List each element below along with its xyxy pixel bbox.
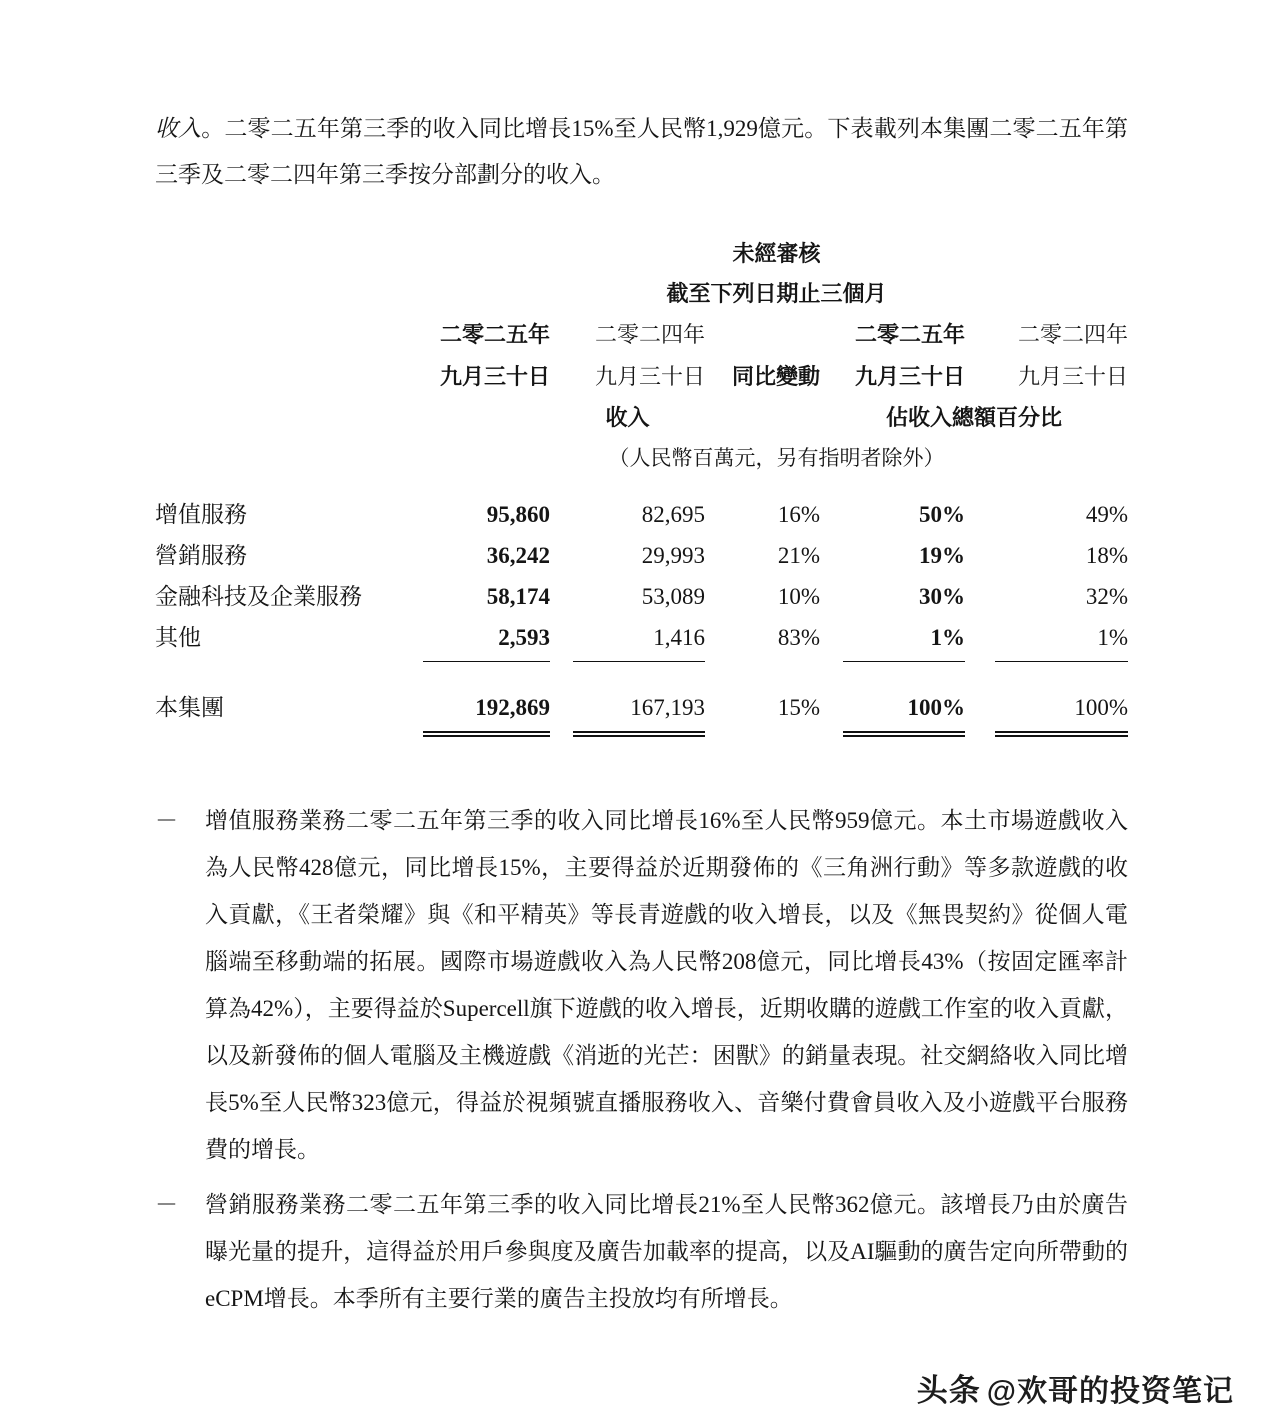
unit-note-row [155,438,1128,478]
cell-pct-2025-total: 100% [843,691,965,737]
cell-yoy: 10% [777,584,820,609]
bullet-list [155,797,1128,1322]
unaudited-label: 未經審核 [732,241,821,266]
watermark-handle: @欢哥的投资笔记 [986,1375,1234,1408]
cell-rev-2025: 36,242 [486,543,550,568]
bullet-text-vas: 增值服務業務二零二五年第三季的收入同比增長16%至人民幣959億元。本土市場遊戲收入為人民幣428億元，同比增長15%，主要得益於近期發佈的《三角洲行動》等多款遊戲的收入貢獻，《王者榮耀》與《和平精英》等長青遊戲的收入增長，以及《無畏契約》從個人電腦端至移動端的拓展。國際市場遊戲收入為人民幣208億元，同比增長43%（按固定匯率計算為42%），主要得益於Supercell旗下遊戲的收入增長，近期收購的遊戲工作室的收入貢獻，以及新發佈的個人電腦及主機遊戲《消逝的光芒：困獸》的銷量表現。社交網絡收入同比增長5%至人民幣323億元，得益於視頻號直播服務收入、音樂付費會員收入及小遊戲平台服務費的增長。 [205,808,1128,1162]
cell-rev-2025: 2,593 [423,623,550,662]
cell-rev-2025-total: 192,869 [423,691,550,737]
bullet-dash: － [155,808,178,833]
col-rev-2024-year: 二零二四年 [594,322,705,347]
watermark-brand: 头条 [916,1373,981,1408]
segment-revenue-table [155,234,1128,739]
col-pct-2024-date: 九月三十日 [1017,364,1128,389]
cell-yoy: 21% [777,543,820,568]
cell-pct-2024: 49% [1085,502,1128,527]
cell-rev-2025: 95,860 [486,502,550,527]
cell-rev-2024: 82,695 [641,502,705,527]
bullet-dash: － [155,1192,178,1217]
table-row-total [155,691,1128,739]
table-header-period-row [155,274,1128,314]
table-row-others [155,623,1128,669]
table-header-unaudited-row [155,234,1128,274]
column-header-date-row [155,356,1128,398]
col-pct-2025-year: 二零二五年 [854,322,965,347]
row-label: 其他 [155,625,201,650]
cell-pct-2025: 30% [919,584,965,609]
unit-note: （人民幣百萬元，另有指明者除外） [608,446,945,470]
table-row-marketing [155,535,1128,576]
group-revenue-label: 收入 [605,405,650,430]
cell-pct-2024: 32% [1085,584,1128,609]
row-label: 金融科技及企業服務 [155,584,362,609]
cell-rev-2025: 58,174 [486,584,550,609]
cell-rev-2024: 53,089 [641,584,705,609]
row-label: 增值服務 [155,502,247,527]
cell-yoy: 83% [777,625,820,650]
table-row-fintech [155,576,1128,617]
col-yoy-label: 同比變動 [731,364,820,389]
col-rev-2024-date: 九月三十日 [594,364,705,389]
col-rev-2025-date: 九月三十日 [439,364,550,389]
cell-pct-2025: 50% [919,502,965,527]
group-pct-label: 佔收入總額百分比 [885,405,1062,430]
intro-body: 。二零二五年第三季的收入同比增長15%至人民幣1,929億元。下表載列本集團二零二五年第三季及二零二四年第三季按分部劃分的收入。 [155,116,1128,187]
row-label: 營銷服務 [155,543,247,568]
period-label: 截至下列日期止三個月 [666,281,887,306]
cell-pct-2024: 18% [1085,543,1128,568]
cell-rev-2024: 29,993 [641,543,705,568]
bullet-item-marketing [155,1181,1128,1322]
table-row-vas [155,494,1128,535]
cell-pct-2025: 1% [843,623,965,662]
intro-paragraph [155,106,1128,198]
cell-rev-2024-total: 167,193 [573,691,705,737]
cell-pct-2025: 19% [919,543,965,568]
column-group-row [155,398,1128,438]
cell-pct-2024: 1% [995,623,1128,662]
bullet-text-marketing: 營銷服務業務二零二五年第三季的收入同比增長21%至人民幣362億元。該增長乃由於廣告曝光量的提升，這得益於用戶參與度及廣告加載率的提高，以及AI驅動的廣告定向所帶動的eCPM增長。本季所有主要行業的廣告主投放均有所增長。 [205,1192,1128,1311]
col-pct-2025-date: 九月三十日 [854,364,965,389]
col-rev-2025-year: 二零二五年 [439,322,550,347]
col-pct-2024-year: 二零二四年 [1017,322,1128,347]
cell-yoy-total: 15% [777,695,820,720]
watermark [917,1365,1234,1410]
row-label: 本集團 [155,695,224,720]
cell-pct-2024-total: 100% [995,691,1128,737]
intro-lead: 收入 [155,116,202,141]
bullet-item-vas [155,797,1128,1173]
column-header-year-row [155,314,1128,356]
cell-rev-2024: 1,416 [573,623,705,662]
cell-yoy: 16% [777,502,820,527]
